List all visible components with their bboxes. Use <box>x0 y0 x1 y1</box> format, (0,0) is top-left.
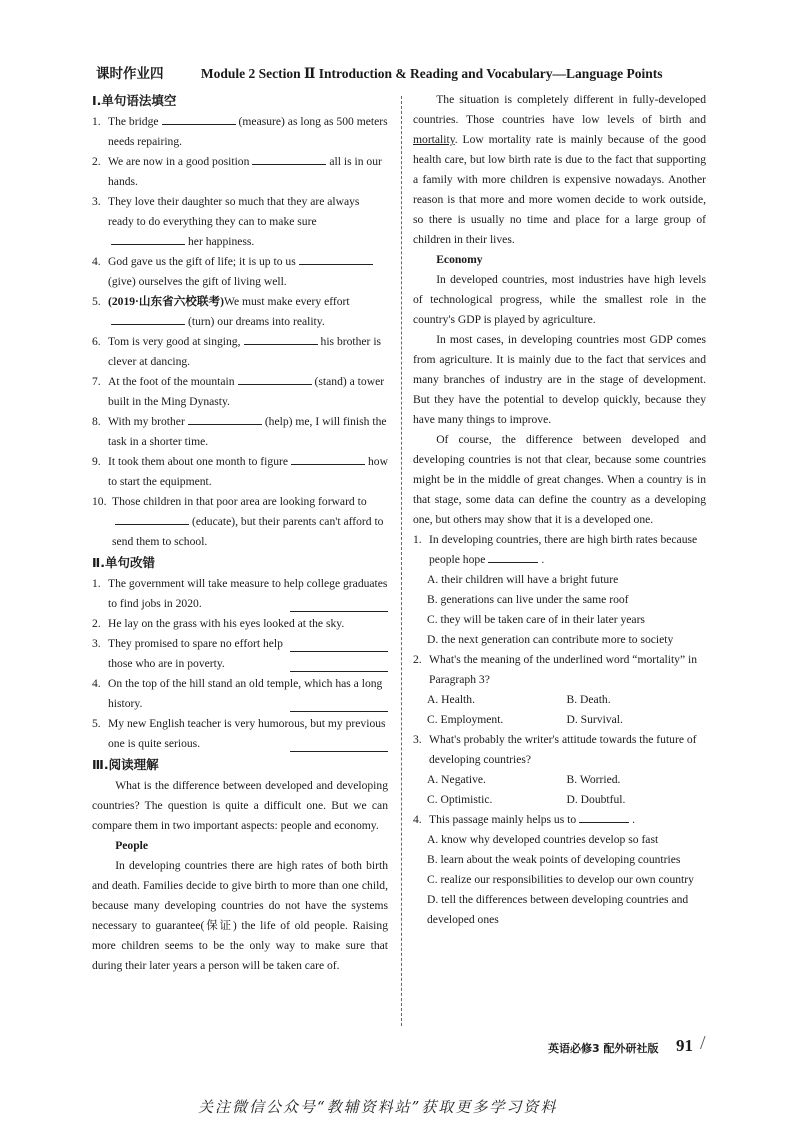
option[interactable]: C. Employment. <box>427 713 504 726</box>
option[interactable]: A. their children will have a bright future <box>427 573 619 586</box>
answer-blank[interactable] <box>244 332 318 345</box>
subheading-economy: Economy <box>436 253 483 266</box>
question: 10. Those children in that poor area are looking forward to(educate), but their parents can't afford to send them to school. <box>92 495 384 548</box>
option-row <box>413 710 706 730</box>
option-row <box>413 790 706 810</box>
page-slash: / <box>700 1032 706 1054</box>
answer-blank[interactable] <box>291 452 365 465</box>
underlined-word: mortality <box>413 133 455 146</box>
answer-blank[interactable] <box>111 312 185 325</box>
option[interactable]: D. Doubtful. <box>566 793 626 806</box>
reading-question: 2. What's the meaning of the underlined word “mortality” in Paragraph 3? <box>413 653 698 686</box>
left-column <box>92 90 388 976</box>
correction-question: 4. On the top of the hill stand an old temple, which has a long history. <box>92 674 388 714</box>
option[interactable]: A. know why developed countries develop so fast <box>427 833 659 846</box>
answer-line[interactable] <box>290 654 388 672</box>
reading-question: 4. This passage mainly helps us to . <box>413 810 706 830</box>
promo-footer: 关注微信公众号“教辅资料站”获取更多学习资料 <box>198 1098 558 1116</box>
page-title: Module 2 Section Ⅱ Introduction & Reading and Vocabulary—Language Points <box>200 66 663 81</box>
option[interactable]: C. realize our responsibilities to develop our own country <box>427 873 694 886</box>
answer-blank[interactable] <box>188 412 262 425</box>
answer-blank[interactable] <box>111 232 185 245</box>
correction-question: 5. My new English teacher is very humorous, but my previous one is quite serious. <box>92 714 388 754</box>
answer-blank[interactable] <box>115 512 189 525</box>
answer-blank[interactable] <box>162 112 236 125</box>
question: 6. Tom is very good at singing, his brother is clever at dancing. <box>92 332 388 372</box>
question: 1. The bridge (measure) as long as 500 meters needs repairing. <box>92 112 388 152</box>
option[interactable]: D. tell the differences between developing countries and developed ones <box>427 893 689 926</box>
question-source: (2019·山东省六校联考) <box>108 295 224 308</box>
answer-blank[interactable] <box>238 372 312 385</box>
question: 4. God gave us the gift of life; it is up to us(give) ourselves the gift of living well. <box>92 252 388 292</box>
correction-question: 3. They promised to spare no effort help those who are in poverty. <box>92 634 388 674</box>
book-label: 英语必修3 配外研社版 <box>548 1042 659 1055</box>
option-row <box>413 690 706 710</box>
passage-intro: What is the difference between developed and developing countries? The question is quite a difficult one. But we can compare them in two important aspects: people and economy. <box>92 779 388 832</box>
question: 8. With my brother (help) me, I will finish the task in a shorter time. <box>92 412 388 452</box>
question: 7. At the foot of the mountain (stand) a tower built in the Ming Dynasty. <box>92 372 388 412</box>
passage-people-p1: In developing countries there are high rates of both birth and death. Families decide to give birth to more than one child, because many developing countries do not have the systems necessary to guarantee(保证) the life of old people. Raising more children seems to be the only way to make sure that during their later years a person will be taken care of. <box>92 859 388 972</box>
reading-question: 1. In developing countries, there are high birth rates because people hope . <box>413 533 698 566</box>
option[interactable]: B. generations can live under the same roof <box>427 593 629 606</box>
right-column <box>413 90 706 930</box>
option[interactable]: B. Death. <box>566 693 611 706</box>
passage-economy-p3: Of course, the difference between developed and developing countries is not that clear, because some countries might be in the middle of great changes. When a country is in that stage, some data can define the country as a developing one, but others may show that it is a developed one. <box>413 433 706 526</box>
option[interactable]: B. Worried. <box>566 773 621 786</box>
reading-question: 3. What's probably the writer's attitude towards the future of developing countries? <box>413 733 697 766</box>
answer-blank[interactable] <box>299 252 373 265</box>
question: 5. (2019·山东省六校联考)We must make every effort(turn) our dreams into reality. <box>92 295 350 328</box>
option[interactable]: B. learn about the weak points of developing countries <box>427 853 681 866</box>
option[interactable]: A. Health. <box>427 693 475 706</box>
answer-line[interactable] <box>290 594 388 612</box>
section2-title: Ⅱ.单句改错 <box>92 555 155 570</box>
page-header <box>96 62 716 82</box>
section1-title: Ⅰ.单句语法填空 <box>92 93 177 108</box>
passage-economy-p2: In most cases, in developing countries most GDP comes from agriculture. It is mainly due to the fact that services and many branches of industry are in the stage of development. But they have the potential to develop quickly, because they have many things to improve. <box>413 333 706 426</box>
passage-people-p2: The situation is completely different in fully-developed countries. Those countries have low levels of birth and mortality. Low mortality rate is mainly because of the good health care, but low birth rate is due to the fact that supporting a family with more children is expensive nowadays. Another reason is that more and more women decide to work outside, so there is usually no time and place for a large group of children in their lives. <box>413 93 706 246</box>
correction-question: 2. He lay on the grass with his eyes looked at the sky. <box>92 614 388 634</box>
answer-blank[interactable] <box>252 152 326 165</box>
option[interactable]: C. they will be taken care of in their later years <box>427 613 645 626</box>
question: 3. They love their daughter so much that they are always ready to do everything they can to make sureher happiness. <box>92 195 360 248</box>
section3-title: Ⅲ.阅读理解 <box>92 757 159 772</box>
assignment-label: 课时作业四 <box>96 66 164 81</box>
option[interactable]: D. Survival. <box>566 713 623 726</box>
option[interactable]: A. Negative. <box>427 773 486 786</box>
column-divider <box>401 96 402 1026</box>
answer-blank[interactable] <box>579 810 629 823</box>
option[interactable]: D. the next generation can contribute more to society <box>427 633 674 646</box>
question: 2. We are now in a good position all is in our hands. <box>92 152 388 192</box>
passage-economy-p1: In developed countries, most industries have high levels of technological progress, while the smallest role in the country's GDP is played by agriculture. <box>413 273 706 326</box>
option[interactable]: C. Optimistic. <box>427 793 493 806</box>
question: 9. It took them about one month to figure how to start the equipment. <box>92 452 388 492</box>
subheading-people: People <box>115 839 149 852</box>
page-number: 91 <box>676 1036 693 1055</box>
option-row <box>413 770 706 790</box>
answer-line[interactable] <box>290 734 388 752</box>
answer-blank[interactable] <box>488 550 538 563</box>
answer-line[interactable] <box>290 694 388 712</box>
correction-question: 1. The government will take measure to help college graduates to find jobs in 2020. <box>92 577 388 610</box>
